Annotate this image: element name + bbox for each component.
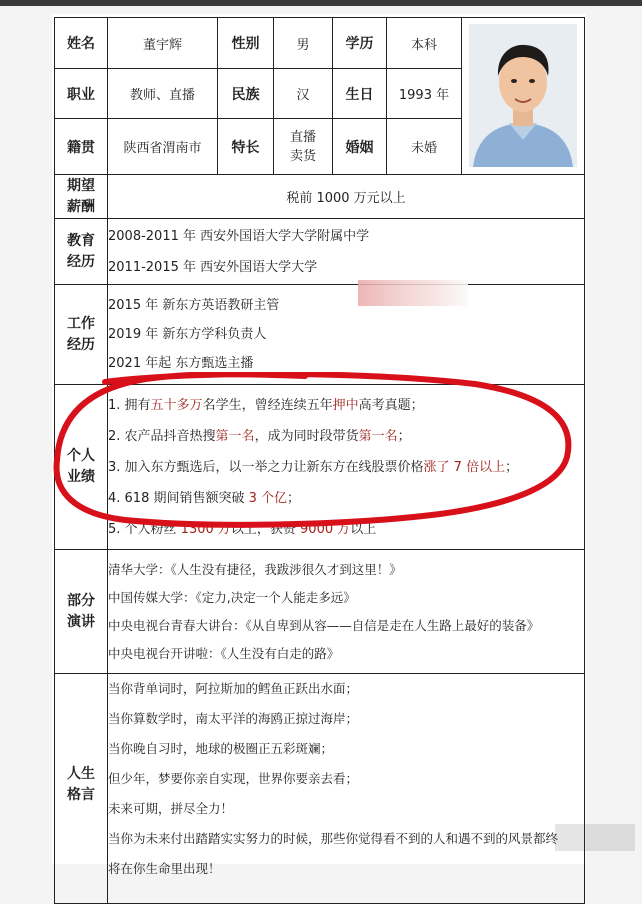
birthday-value: 1993 年 [387,69,462,119]
achievement-text: 高考真题； [358,397,424,413]
motto-label-line-2: 格言 [67,787,95,803]
ethnicity-value: 汉 [274,69,333,119]
achievement-highlight: 1300 万 [180,521,231,537]
name-label: 姓名 [55,18,108,69]
resume-table [54,17,585,904]
speeches-label-line-2: 演讲 [67,613,95,630]
motto-item: 但少年，梦要你亲自实现，世界你要亲去看； [108,771,359,786]
birthday-label: 生日 [333,69,387,119]
achievement-highlight: 3 个亿 [248,490,288,506]
row-motto [55,674,585,904]
achievement-highlight: 五十多万 [150,397,203,413]
row-work [55,285,585,385]
achievement-item [108,514,584,545]
motto-label-line-1: 人生 [67,766,95,782]
motto-item: 当你晚自习时，地球的极圈正五彩斑斓； [108,741,334,756]
achievement-text: ； [287,490,301,506]
work-list [108,285,585,385]
speech-item: 中央电视台开讲啦：《人生没有白走的路》 [108,645,340,661]
motto-label [55,674,108,904]
work-label [55,285,108,385]
achievement-highlight: 押中 [332,397,359,413]
education-history-label-line-1: 教育 [67,232,95,249]
motto-item: 当你算数学时，南太平洋的海鸥正掠过海岸； [108,711,359,726]
gender-value: 男 [274,18,333,69]
work-item: 2015 年 新东方英语教研主管 [108,298,280,313]
achievement-item [108,421,584,452]
motto-item: 将在你生命里出现！ [108,861,221,876]
education-item: 2008-2011 年 西安外国语大学大学附属中学 [108,228,370,244]
speeches-label [55,550,108,674]
achievements-label-line-2: 业绩 [67,469,95,485]
motto-item: 当你背单词时，阿拉斯加的鳕鱼正跃出水面； [108,681,359,696]
occupation-value: 教师、直播 [108,69,218,119]
achievement-text: ，成为同时段带货 [254,428,359,444]
specialty-line-2: 卖货 [289,148,316,164]
row-salary [55,175,585,219]
achievement-highlight: 涨了 7 倍以上 [423,459,506,475]
motto-item: 未来可期，拼尽全力！ [108,801,234,816]
salary-value: 税前 1000 万元以上 [108,175,585,219]
specialty-label: 特长 [218,119,274,175]
marriage-label: 婚姻 [333,119,387,175]
speeches-label-line-1: 部分 [67,592,95,609]
occupation-label: 职业 [55,69,108,119]
achievement-text: 以上，获赞 [230,521,301,537]
row-education-history [55,219,585,285]
origin-label: 籍贯 [55,119,108,175]
achievements-label-line-1: 个人 [67,448,95,464]
watermark [555,824,635,851]
specialty-line-1: 直播 [289,129,316,145]
achievement-text: ； [397,428,411,444]
motto-item: 当你为未来付出踏踏实实努力的时候，那些你觉得看不到的人和遇不到的风景都终 [108,831,559,846]
row-achievements [55,385,585,550]
work-label-line-1: 工作 [67,315,95,332]
speeches-list [108,550,585,674]
work-label-line-2: 经历 [67,336,95,353]
speech-item: 中国传媒大学：《定力,决定一个人能走多远》 [108,589,356,605]
motto-list [108,674,585,904]
achievement-highlight: 9000 万 [300,521,351,537]
window-top-bar [0,0,642,6]
profile-photo [469,24,577,167]
education-history-label-line-2: 经历 [67,253,95,270]
row-basic-1 [55,18,585,69]
work-item: 2021 年起 东方甄选主播 [108,356,254,371]
education-value: 本科 [387,18,462,69]
education-history-label [55,219,108,285]
education-label: 学历 [333,18,387,69]
achievement-text: 4. 618 期间销售额突破 [108,490,249,506]
achievement-item [108,452,584,483]
salary-label-line-1: 期望 [67,177,95,194]
achievement-item [108,483,584,514]
achievement-highlight: 第一名 [358,428,398,444]
achievement-text: 名学生，曾经连续五年 [202,397,333,413]
education-item: 2011-2015 年 西安外国语大学大学 [108,259,318,275]
achievement-text: 1. 拥有 [108,397,151,413]
speech-item: 中央电视台青春大讲台：《从自卑到从容——自信是走在人生路上最好的装备》 [108,617,540,633]
ethnicity-label: 民族 [218,69,274,119]
achievement-text: ； [505,459,519,475]
origin-value: 陕西省渭南市 [108,119,218,175]
achievement-text: 5. 个人粉丝 [108,521,181,537]
resume-document [52,14,586,876]
achievements-list [108,385,585,550]
achievement-highlight: 第一名 [215,428,255,444]
work-item: 2019 年 新东方学科负责人 [108,327,267,342]
achievements-label [55,385,108,550]
speech-item: 清华大学：《人生没有捷径，我跋涉很久才到这里！》 [108,561,402,577]
marriage-value: 未婚 [387,119,462,175]
gender-label: 性别 [218,18,274,69]
redacted-blur [358,280,468,306]
row-speeches [55,550,585,674]
specialty-value [274,119,333,175]
achievement-item [108,390,584,421]
achievement-text: 以上 [350,521,377,537]
achievement-text: 2. 农产品抖音热搜 [108,428,216,444]
salary-label [55,175,108,219]
achievement-text: 3. 加入东方甄选后，以一举之力让新东方在线股票价格 [108,459,424,475]
salary-label-line-2: 薪酬 [67,198,95,215]
photo-cell [462,18,585,175]
education-history-list [108,219,585,285]
name-value: 董宇辉 [108,18,218,69]
